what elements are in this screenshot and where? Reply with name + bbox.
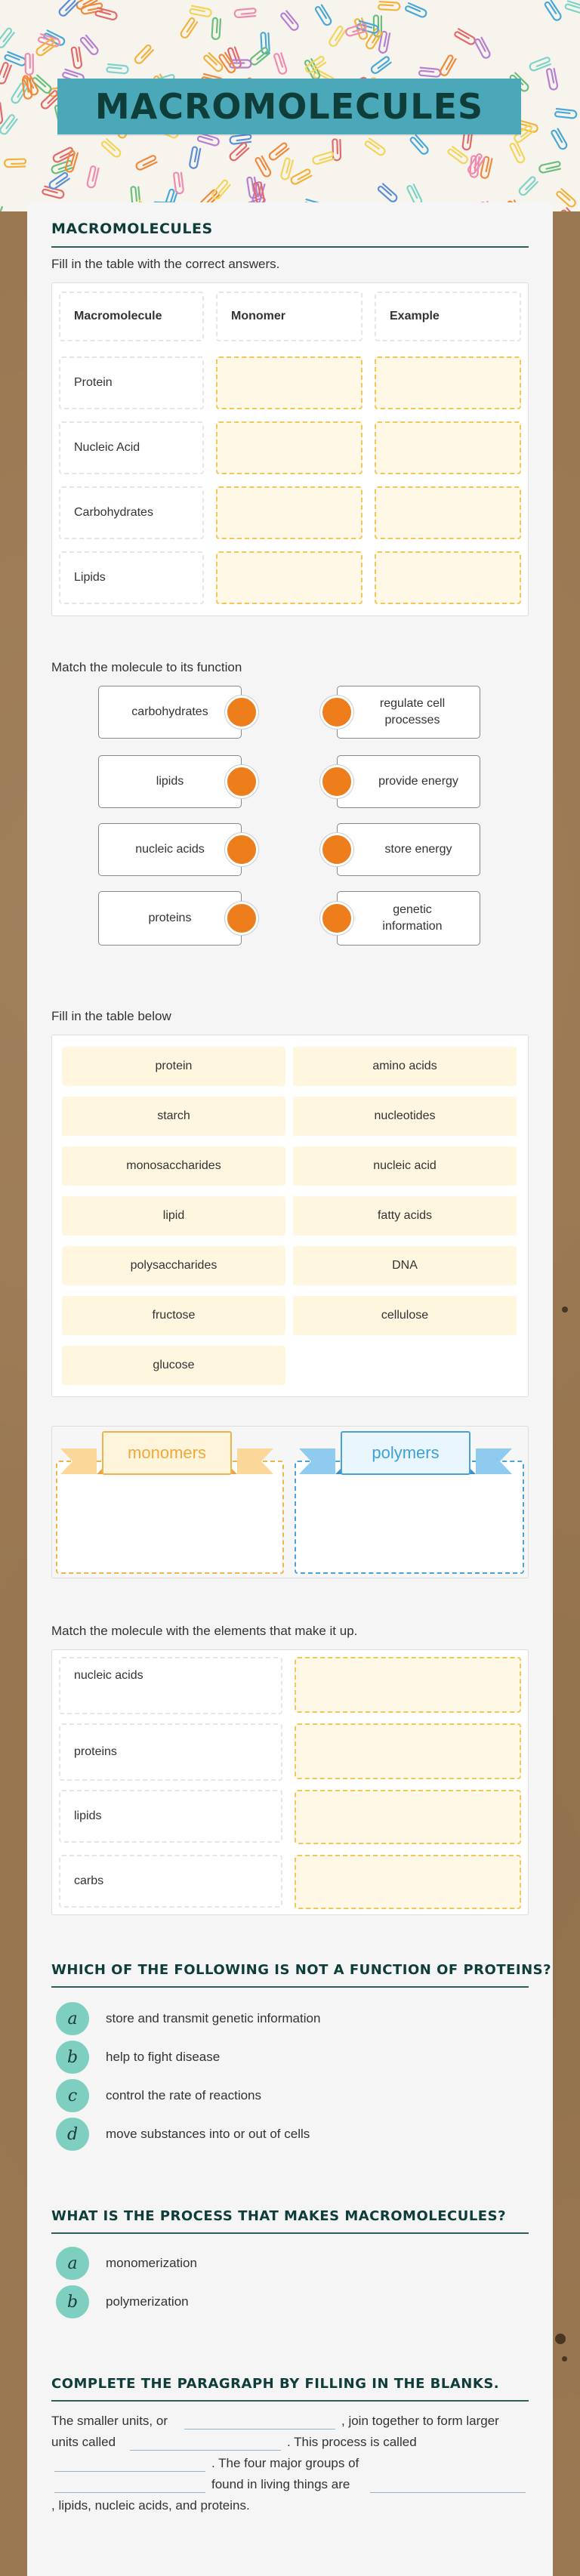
connector-dot[interactable] — [225, 765, 258, 798]
section7-title: WHAT IS THE PROCESS THAT MAKES MACROMOLECULES? — [51, 2208, 507, 2224]
match-left-nucleic-acids[interactable] — [98, 823, 242, 876]
drop-zone-elements[interactable] — [295, 1723, 521, 1779]
match-label: regulate cell processes — [379, 697, 446, 727]
drop-zone-example[interactable] — [375, 551, 521, 604]
draggable-chip[interactable]: fructose — [62, 1296, 285, 1335]
page-title: MACROMOLECULES — [94, 86, 484, 127]
match-label: lipids — [156, 775, 184, 788]
option-text: monomerization — [106, 2256, 197, 2270]
draggable-chip[interactable]: starch — [62, 1097, 285, 1136]
row-label-protein: Protein — [59, 356, 204, 409]
match-label: nucleic acids — [135, 843, 205, 856]
drop-zone-example[interactable] — [375, 421, 521, 474]
elements-row-carbs: carbs — [59, 1855, 282, 1908]
match-label: proteins — [148, 912, 192, 925]
mcq-option-c[interactable] — [56, 2078, 261, 2113]
blank-field[interactable] — [370, 2492, 526, 2493]
option-text: move substances into or out of cells — [106, 2127, 310, 2141]
header-macromolecule: Macromolecule — [59, 292, 204, 341]
match-label: carbohydrates — [131, 705, 208, 719]
option-badge: d — [56, 2118, 89, 2151]
connector-dot[interactable] — [225, 833, 258, 866]
drop-zone-monomer[interactable] — [216, 486, 362, 539]
option-badge: c — [56, 2079, 89, 2112]
paragraph-text: , lipids, nucleic acids, and proteins. — [51, 2498, 250, 2513]
drop-zone-elements[interactable] — [295, 1855, 521, 1909]
drop-zone-example[interactable] — [375, 356, 521, 409]
draggable-chip[interactable]: cellulose — [293, 1296, 517, 1335]
drop-zone-elements[interactable] — [295, 1657, 521, 1713]
section6-title: WHICH OF THE FOLLOWING IS NOT A FUNCTION OF PROTEINS? — [51, 1962, 552, 1978]
drop-zone-monomer[interactable] — [216, 356, 362, 409]
mcq-option-b[interactable] — [56, 2040, 220, 2075]
drop-zone-monomer[interactable] — [216, 551, 362, 604]
match-right-regulate[interactable] — [337, 686, 480, 739]
section-divider — [51, 246, 529, 248]
paragraph-text: , join together to form larger — [341, 2414, 499, 2428]
row-label-lipids: Lipids — [59, 551, 204, 604]
paragraph-text: found in living things are — [211, 2477, 350, 2491]
connector-dot[interactable] — [320, 902, 353, 935]
connector-dot[interactable] — [320, 833, 353, 866]
match-right-store-energy[interactable] — [337, 823, 480, 876]
monomers-label: monomers — [128, 1443, 206, 1462]
section-divider — [51, 2232, 529, 2234]
decor-splat — [555, 2334, 566, 2344]
connector-dot[interactable] — [225, 696, 258, 729]
drop-zone-monomer[interactable] — [216, 421, 362, 474]
section-divider — [51, 1986, 529, 1988]
match-label: genetic information — [382, 903, 443, 933]
drop-zone-elements[interactable] — [295, 1790, 521, 1844]
match-label: store energy — [384, 843, 452, 856]
blank-field[interactable] — [54, 2471, 205, 2472]
draggable-chip[interactable]: monosaccharides — [62, 1146, 285, 1186]
match-right-provide-energy[interactable] — [337, 755, 480, 808]
process-option-b[interactable] — [56, 2284, 189, 2319]
mcq-option-d[interactable] — [56, 2117, 310, 2152]
header-banner — [0, 0, 580, 211]
drop-zone-example[interactable] — [375, 486, 521, 539]
draggable-chip[interactable]: protein — [62, 1047, 285, 1086]
row-label-carbohydrates: Carbohydrates — [59, 486, 204, 539]
section8-title: COMPLETE THE PARAGRAPH BY FILLING IN THE BLANKS. — [51, 2376, 500, 2392]
option-badge: b — [56, 2285, 89, 2318]
draggable-chip[interactable]: nucleic acid — [293, 1146, 517, 1186]
draggable-chip[interactable]: polysaccharides — [62, 1246, 285, 1285]
section3-instruction: Fill in the table below — [51, 1009, 171, 1023]
draggable-chip[interactable]: nucleotides — [293, 1097, 517, 1136]
elements-row-nucleic-acids: nucleic acids — [59, 1657, 282, 1714]
section1-instruction: Fill in the table with the correct answers. — [51, 257, 280, 271]
paragraph-text: . This process is called — [287, 2435, 417, 2449]
option-text: help to fight disease — [106, 2050, 221, 2064]
blank-field[interactable] — [130, 2450, 281, 2451]
connector-dot[interactable] — [320, 696, 353, 729]
section5-instruction: Match the molecule with the elements that make it up. — [51, 1624, 358, 1638]
header-example: Example — [375, 292, 521, 341]
option-text: polymerization — [106, 2294, 189, 2309]
match-left-proteins[interactable] — [98, 891, 242, 946]
option-badge: b — [56, 2041, 89, 2074]
option-badge: a — [56, 2247, 89, 2280]
section2-instruction: Match the molecule to its function — [51, 660, 242, 674]
paragraph-text: The smaller units, or — [51, 2414, 168, 2428]
option-text: store and transmit genetic information — [106, 2011, 321, 2025]
paragraph-text: . The four major groups of — [211, 2456, 359, 2470]
row-label-nucleic-acid: Nucleic Acid — [59, 421, 204, 474]
draggable-chip[interactable]: fatty acids — [293, 1196, 517, 1236]
section1-title: MACROMOLECULES — [51, 221, 213, 237]
process-option-a[interactable] — [56, 2246, 197, 2281]
blank-field[interactable] — [54, 2492, 205, 2493]
elements-row-lipids: lipids — [59, 1790, 282, 1843]
header-monomer: Monomer — [216, 292, 362, 341]
option-badge: a — [56, 2002, 89, 2035]
option-text: control the rate of reactions — [106, 2088, 262, 2102]
match-label: provide energy — [378, 775, 458, 788]
page-title-bar — [57, 79, 521, 134]
draggable-chip[interactable]: glucose — [62, 1346, 285, 1385]
connector-dot[interactable] — [320, 765, 353, 798]
elements-row-proteins: proteins — [59, 1723, 282, 1781]
draggable-chip[interactable]: DNA — [293, 1246, 517, 1285]
paragraph-text: units called — [51, 2435, 116, 2449]
decor-splat — [562, 1307, 568, 1313]
decor-splat — [562, 2356, 567, 2362]
polymers-label: polymers — [372, 1443, 440, 1462]
draggable-chip[interactable]: lipid — [62, 1196, 285, 1236]
draggable-chip[interactable]: amino acids — [293, 1047, 517, 1086]
mcq-option-a[interactable] — [56, 2001, 320, 2036]
match-left-lipids[interactable] — [98, 755, 242, 808]
match-left-carbohydrates[interactable] — [98, 686, 242, 739]
match-right-genetic-information[interactable] — [337, 891, 480, 946]
connector-dot[interactable] — [225, 902, 258, 935]
section-divider — [51, 2400, 529, 2402]
